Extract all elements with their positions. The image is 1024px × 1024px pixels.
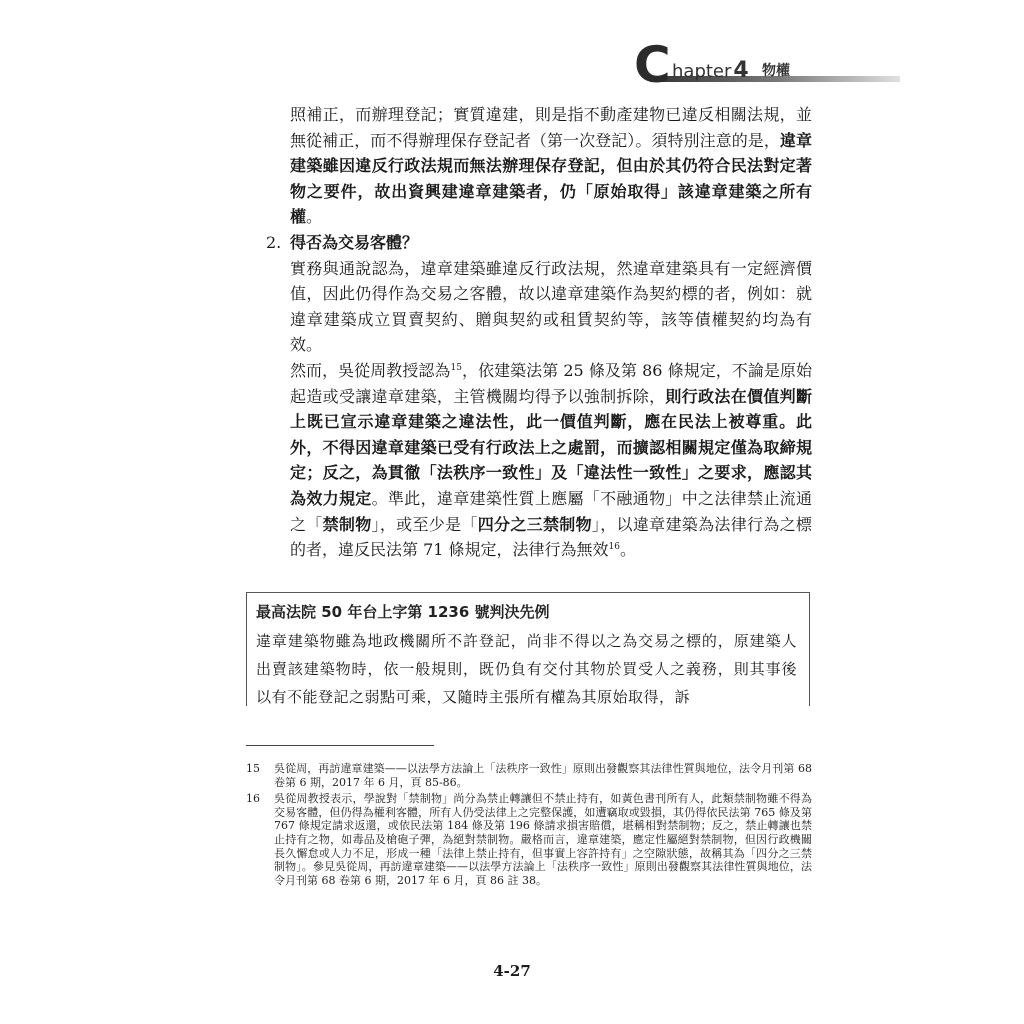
paragraph-3 <box>290 358 812 563</box>
case-title: 最高法院 50 年台上字第 1236 號判決先例 <box>256 603 550 621</box>
chapter-number: 4 <box>733 58 749 83</box>
paragraph-1-text: 照補正，而辦理登記；實質違建，則是指不動產建物已違反相關法規，並無從補正，而不得辦理保存登記者（第一次登記）。須特別注意的是， <box>290 105 812 150</box>
paragraph-3-text-f: 。 <box>620 540 637 560</box>
chapter-word-text: hapter <box>672 61 732 82</box>
paragraph-3-text-d: 」，或至少是「 <box>371 514 478 534</box>
footnote-divider <box>246 745 434 746</box>
section-heading-text: 得否為交易客體？ <box>290 232 419 252</box>
footnote-ref-15[interactable]: 15 <box>450 362 462 373</box>
paragraph-3-bold-3: 四分之三禁制物 <box>477 514 592 534</box>
footnote-15 <box>246 762 812 789</box>
paragraph-3-text-e: 」，以違章建築為法律行為之標的者，違反民法第 71 條規定，法律行為無效 <box>290 514 812 560</box>
chapter-word <box>672 58 749 83</box>
case-box <box>246 592 810 706</box>
paragraph-2: 實務與通說認為，違章建築雖違反行政法規，然違章建築具有一定經濟價值，因此仍得作為交易之客體，故以違章建築作為契約標的者，例如：就違章建築成立買賣契約、贈與契約或租賃契約等，該等債權契約均為有效。 <box>290 258 812 355</box>
footnote-text: 吳從周教授表示，學說對「禁制物」尚分為禁止轉讓但不禁止持有，如黃色書刊所有人，此類禁制物雖不得為交易客體，但仍得為權利客體，所有人仍受法律上之完整保護，如遭竊取或毀損，其仍得依民法第 765 條及第 767 條規定請求返還，或依民法第 184 條及第 196 條請求損害賠償，堪稱相對禁制物；反之，禁止轉讓也禁止持有之物，如毒品及槍砲子彈，為絕對禁制物。嚴格而言，違章建築，應定性屬絕對禁制物，但因行政機關長久懈怠或人力不足，形成一種「法律上禁止持有，但事實上容許持有」之空隙狀態，故稱其為「四分之三禁制物」。參見吳從周，再訪違章建築——以法學方法論上「法秩序一致性」原則出發觀察其法律性質與地位，法令月刊第 68 卷第 6 期，2017 年 6 月，頁 86 註 38。 <box>274 792 812 887</box>
page-number: 4-27 <box>493 962 531 980</box>
footnote-16 <box>246 792 812 887</box>
footnote-text: 吳從周，再訪違章建築——以法學方法論上「法秩序一致性」原則出發觀察其法律性質與地位，法令月刊第 68 卷第 6 期，2017 年 6 月，頁 85-86。 <box>274 762 812 789</box>
paragraph-3-text-b: ，依建築法第 25 條及第 86 條規定，不論是原始起造或受讓違章建築，主管機關均得予以強制拆除， <box>290 360 812 406</box>
chapter-title: 物權 <box>762 63 790 79</box>
footnotes <box>246 762 812 890</box>
section-heading-2 <box>266 230 812 256</box>
paragraph-1-bold: 違章建築雖因違反行政法規而無法辦理保存登記，但由於其仍符合民法對定著物之要件，故出資興建違章建築者，仍「原始取得」該違章建築之所有權 <box>290 130 812 227</box>
chapter-letter: C <box>634 36 671 94</box>
case-text: 違章建築物雖為地政機關所不許登記，尚非不得以之為交易之標的，原建築人出賣該建築物時，依一般規則，既仍負有交付其物於買受人之義務，則其事後以有不能登記之弱點可乘，又隨時主張所有權為其原始取得，訴 <box>256 632 797 706</box>
paragraph-1-end: 。 <box>306 207 323 227</box>
paragraph-1 <box>290 102 812 230</box>
footnote-ref-16[interactable]: 16 <box>608 542 620 553</box>
paragraph-3-text-a: 然而，吳從周教授認為 <box>290 360 451 380</box>
section-number: 2. <box>266 232 282 252</box>
paragraph-3-text-c: 。準此，違章建築性質上應屬「不融通物」中之法律禁止流通之「 <box>290 488 812 534</box>
main-body <box>266 102 812 563</box>
footnote-number: 16 <box>246 792 260 806</box>
chapter-header <box>630 36 900 96</box>
paragraph-3-bold-2: 禁制物 <box>322 514 372 534</box>
footnote-number: 15 <box>246 762 260 775</box>
paragraph-3-bold-1: 則行政法在價值判斷上既已宣示違章建築之違法性，此一價值判斷，應在民法上被尊重。此外，不得因違章建築已受有行政法上之處罰，而擴認相關規定僅為取締規定；反之，為貫徹「法秩序一致性」及「違法性一致性」之要求，應認其為效力規定 <box>290 386 812 508</box>
